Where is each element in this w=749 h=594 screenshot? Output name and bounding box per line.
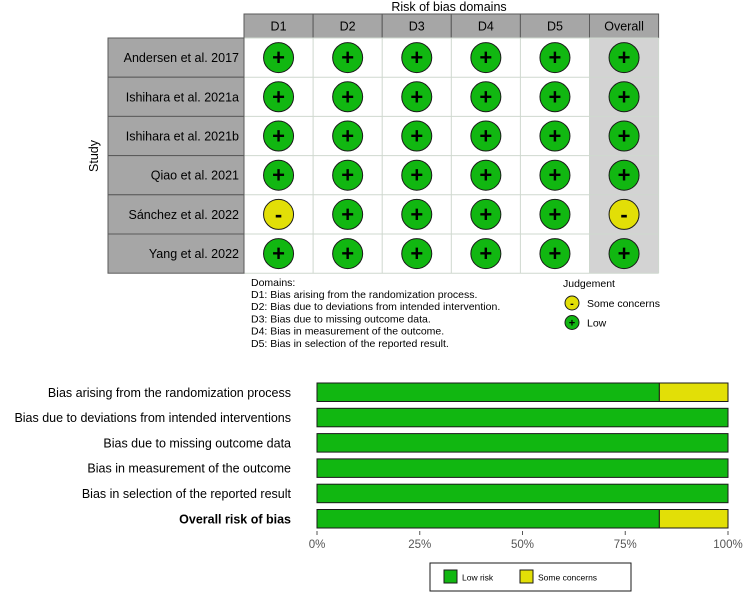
summary-category-label: Bias arising from the randomization process bbox=[47, 385, 291, 400]
x-axis-tick-label: 0% bbox=[308, 539, 326, 551]
summary-bar-segment-some bbox=[659, 510, 728, 529]
judgement-symbol: + bbox=[617, 241, 631, 267]
x-axis-tick-label: 75% bbox=[613, 539, 637, 551]
summary-bar-segment-low bbox=[317, 510, 659, 529]
judgement-symbol: + bbox=[410, 201, 424, 227]
domains-caption-line: D5: Bias in selection of the reported result. bbox=[251, 337, 449, 350]
domains-caption-line: D1: Bias arising from the randomization process. bbox=[251, 289, 478, 301]
judgement-legend-symbol: + bbox=[568, 317, 576, 330]
column-header-label: Overall bbox=[604, 19, 644, 34]
judgement-symbol: + bbox=[272, 84, 285, 110]
judgement-symbol: + bbox=[410, 123, 424, 149]
judgement-symbol: + bbox=[410, 45, 424, 71]
traffic-light-title: Risk of bias domains bbox=[391, 0, 507, 14]
summary-category-label: Bias due to missing outcome data bbox=[103, 436, 291, 451]
judgement-symbol: + bbox=[548, 162, 562, 188]
judgement-symbol: + bbox=[341, 45, 355, 71]
study-name: Sánchez et al. 2022 bbox=[128, 207, 239, 222]
column-header-label: D2 bbox=[339, 19, 356, 34]
judgement-symbol: + bbox=[479, 162, 493, 188]
judgement-symbol: + bbox=[341, 84, 355, 110]
column-header-label: D1 bbox=[270, 19, 287, 34]
judgement-symbol: + bbox=[548, 84, 562, 110]
summary-category-label: Bias in measurement of the outcome bbox=[87, 461, 291, 476]
x-axis-tick-label: 100% bbox=[713, 539, 743, 551]
domains-caption-line: D3: Bias due to missing outcome data. bbox=[251, 313, 431, 326]
judgement-symbol: + bbox=[479, 84, 493, 110]
summary-legend-label: Low risk bbox=[462, 572, 494, 583]
judgement-symbol: + bbox=[617, 84, 631, 110]
judgement-symbol: + bbox=[410, 241, 424, 267]
judgement-symbol: + bbox=[410, 84, 424, 110]
traffic-light-plot bbox=[87, 0, 660, 350]
study-name: Yang et al. 2022 bbox=[148, 247, 239, 262]
judgement-symbol: + bbox=[272, 123, 285, 149]
domains-caption-line: D2: Bias due to deviations from intended intervention. bbox=[251, 301, 501, 314]
judgement-legend-label: Some concerns bbox=[587, 298, 660, 310]
study-name: Ishihara et al. 2021b bbox=[125, 129, 239, 144]
study-axis-label: Study bbox=[87, 140, 101, 172]
judgement-symbol: + bbox=[479, 45, 493, 71]
judgement-symbol: - bbox=[620, 201, 628, 227]
judgement-symbol: - bbox=[274, 201, 283, 227]
x-axis-tick-label: 50% bbox=[510, 539, 535, 551]
judgement-symbol: + bbox=[479, 241, 493, 267]
judgement-symbol: + bbox=[548, 241, 562, 267]
summary-legend-swatch-some bbox=[520, 570, 533, 583]
summary-category-label: Bias in selection of the reported result bbox=[81, 486, 291, 501]
summary-bar-segment-low bbox=[317, 459, 728, 478]
judgement-symbol: + bbox=[272, 45, 285, 71]
judgement-symbol: + bbox=[479, 123, 493, 149]
domains-caption-title: Domains: bbox=[251, 277, 296, 289]
judgement-legend-symbol: - bbox=[570, 298, 574, 310]
summary-bar-segment-low bbox=[317, 408, 728, 427]
x-axis-tick-label: 25% bbox=[408, 539, 432, 551]
judgement-symbol: + bbox=[341, 123, 355, 149]
judgement-symbol: + bbox=[272, 241, 285, 267]
judgement-symbol: + bbox=[617, 45, 631, 71]
summary-category-label: Bias due to deviations from intended interventions bbox=[14, 411, 291, 426]
judgement-symbol: + bbox=[479, 201, 493, 227]
judgement-symbol: + bbox=[617, 162, 631, 188]
domains-caption-line: D4: Bias in measurement of the outcome. bbox=[251, 325, 445, 338]
column-header-label: D5 bbox=[546, 19, 563, 34]
study-name: Ishihara et al. 2021a bbox=[125, 90, 239, 105]
judgement-symbol: + bbox=[548, 123, 562, 149]
summary-bar-plot bbox=[14, 383, 742, 591]
study-name: Andersen et al. 2017 bbox=[123, 51, 239, 66]
summary-legend-swatch-low bbox=[444, 570, 457, 583]
summary-bar-segment-low bbox=[317, 434, 728, 453]
judgement-legend-title: Judgement bbox=[563, 278, 615, 290]
judgement-legend-label: Low bbox=[587, 317, 607, 330]
judgement-symbol: + bbox=[548, 201, 562, 227]
judgement-symbol: + bbox=[410, 162, 424, 188]
summary-category-label: Overall risk of bias bbox=[179, 512, 291, 527]
judgement-symbol: + bbox=[617, 123, 631, 149]
column-header-label: D4 bbox=[477, 19, 494, 34]
judgement-symbol: + bbox=[272, 162, 285, 188]
judgement-symbol: + bbox=[341, 201, 355, 227]
summary-bar-segment-some bbox=[659, 383, 728, 402]
judgement-symbol: + bbox=[341, 241, 355, 267]
summary-legend-label: Some concerns bbox=[538, 572, 598, 583]
judgement-symbol: + bbox=[341, 162, 355, 188]
judgement-symbol: + bbox=[548, 45, 562, 71]
column-header-label: D3 bbox=[408, 19, 425, 34]
summary-bar-segment-low bbox=[317, 484, 728, 503]
summary-bar-segment-low bbox=[317, 383, 659, 402]
study-name: Qiao et al. 2021 bbox=[150, 168, 239, 183]
